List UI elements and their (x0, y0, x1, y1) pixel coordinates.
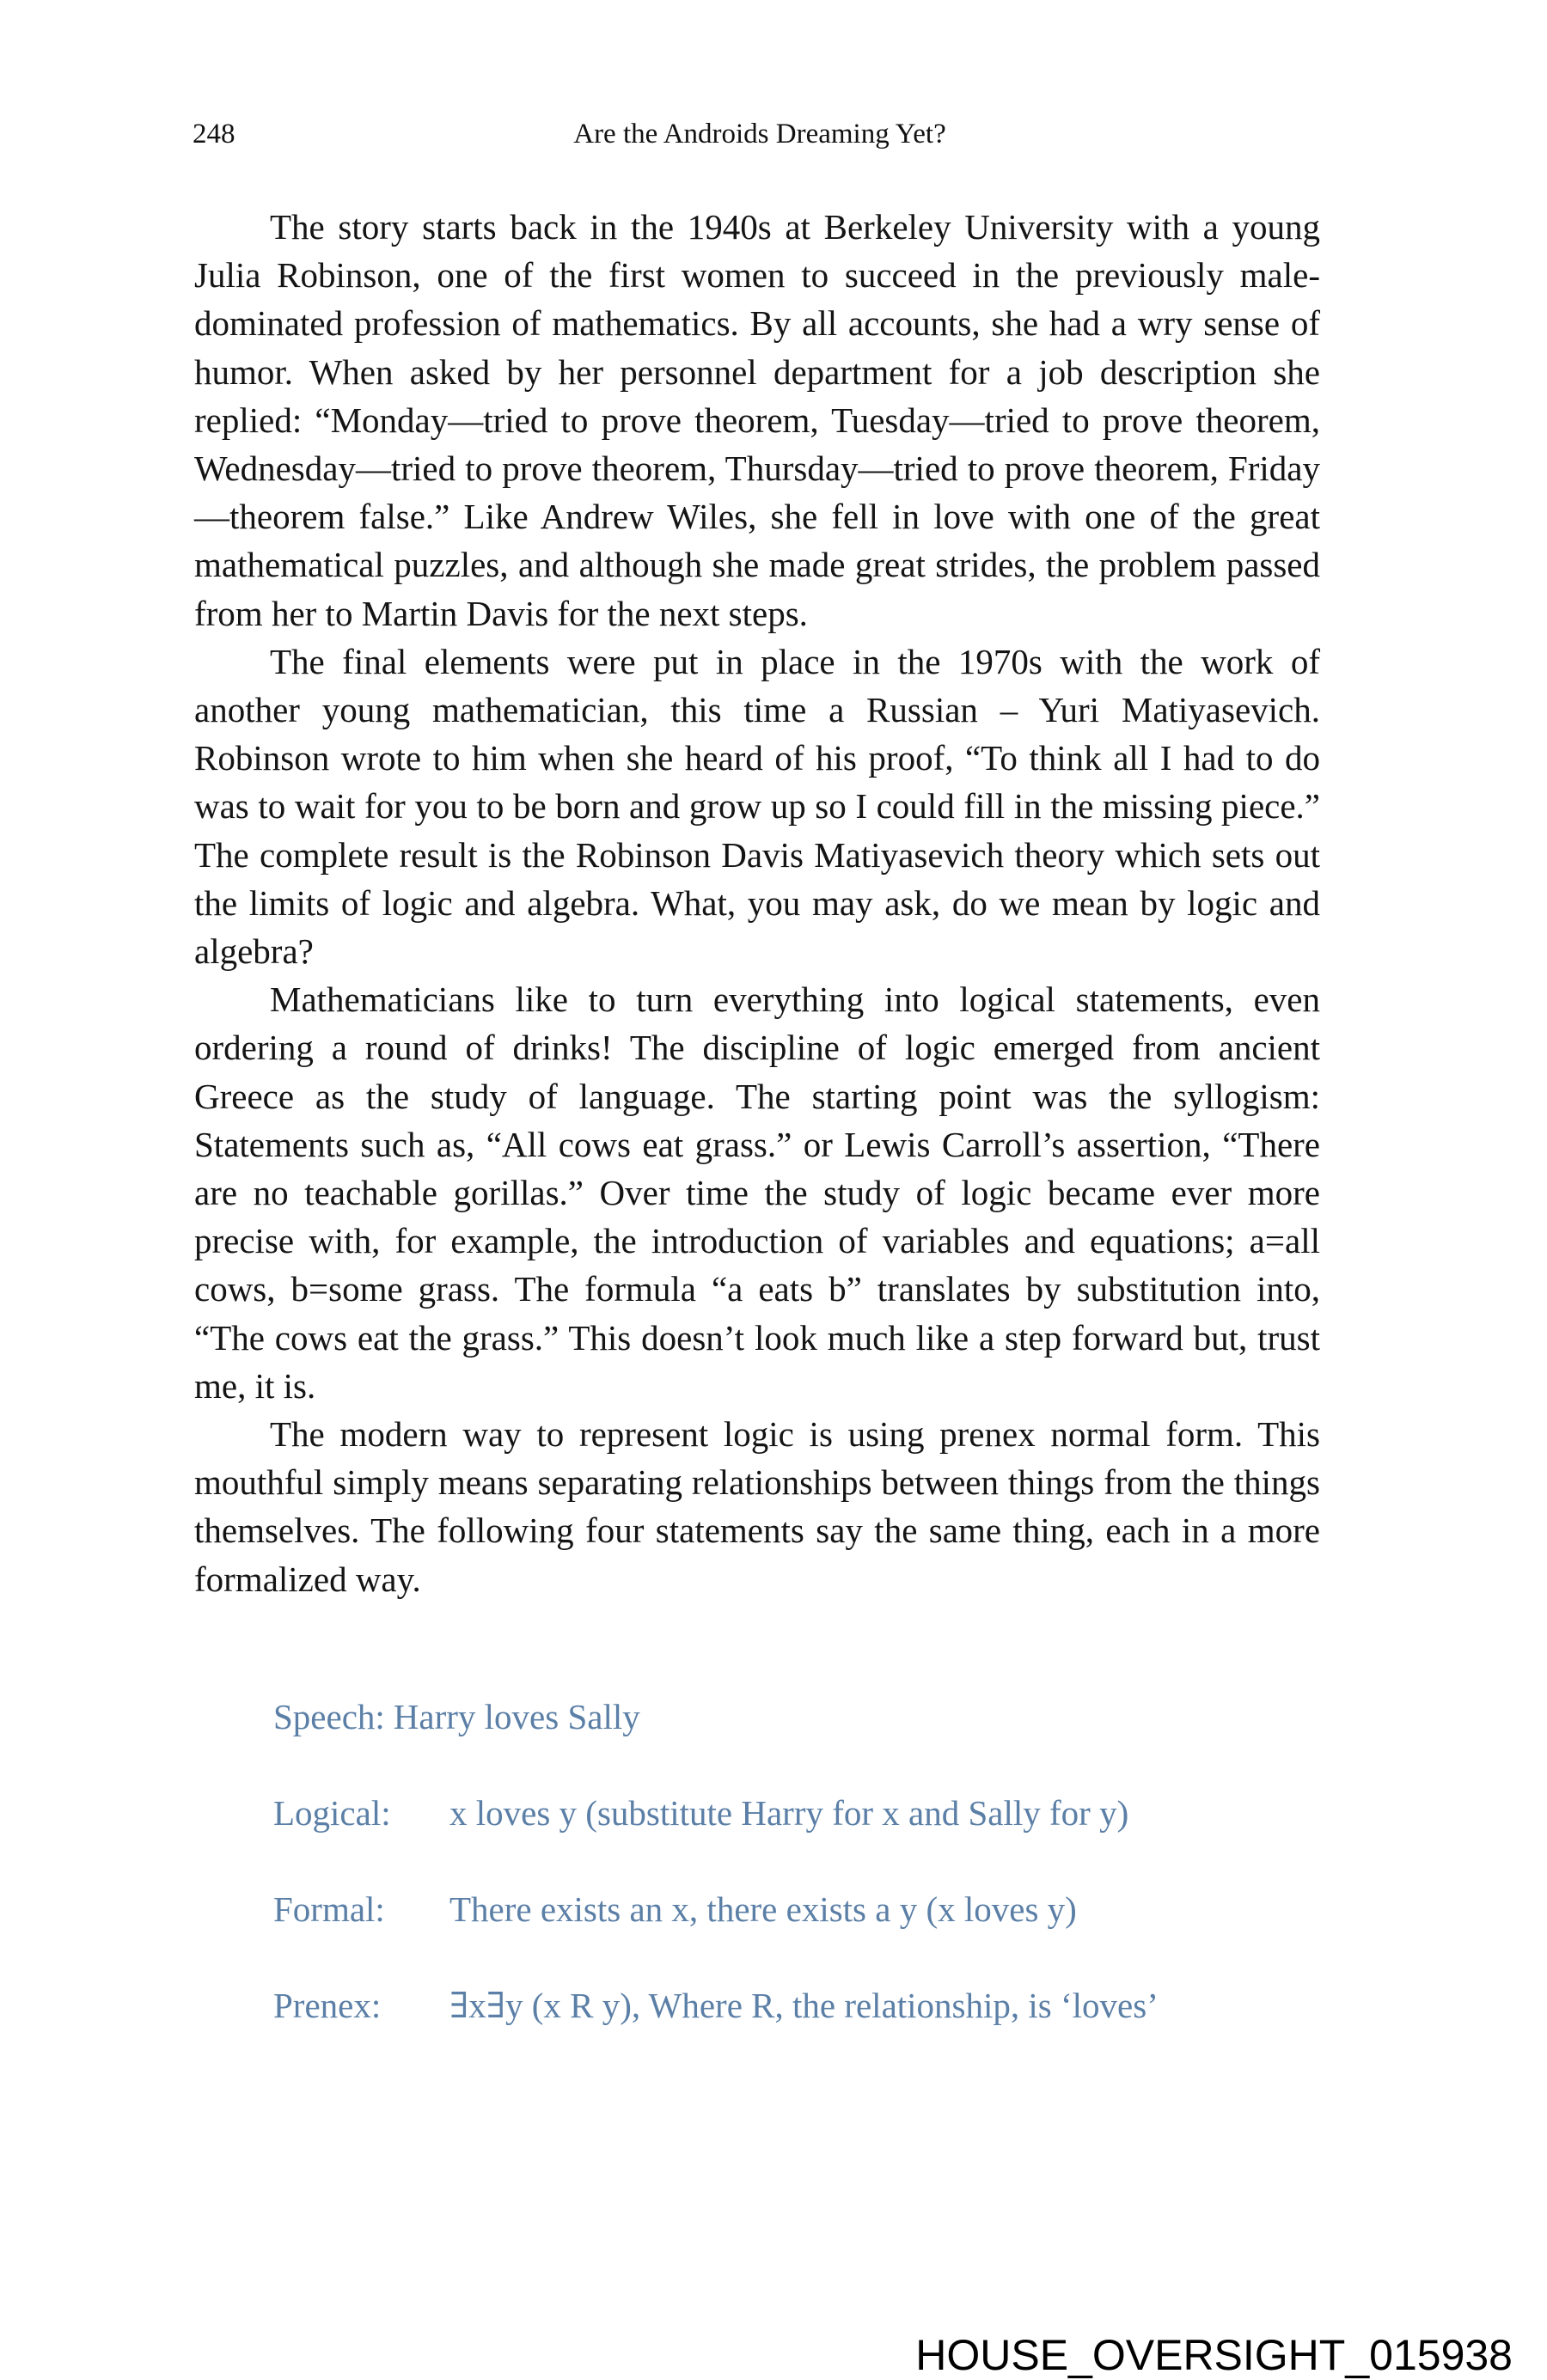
statement-label: Prenex: (273, 1986, 382, 2025)
paragraph: Mathematicians like to turn everything into logical statements, even ordering a round of drinks! The discipline of logic emerged from ancient Greece as the study of language. The starting point was the syllogism: Statements such as, “All cows eat grass.” or Lewis Carroll’s assertion, “There are no teachable gorillas.” Over time the study of logic became ever more precise with, for example, the introduction of variables and equations; a=all cows, b=some grass. The formula “a eats b” translates by substitution into, “The cows eat the grass.” This doesn’t look much like a step forward but, trust me, it is. (194, 979, 1320, 1406)
statement-logical (273, 1792, 1129, 1834)
page-number: 248 (193, 119, 235, 150)
statement-value: x loves y (substitute Harry for x and Sally for y) (449, 1793, 1129, 1833)
statement-value: ∃x∃y (x R y), Where R, the relationship, is ‘loves’ (449, 1986, 1159, 2025)
running-head (193, 119, 1327, 162)
paragraph: The story starts back in the 1940s at Berkeley University with a young Julia Robinson, one of the first women to succeed in the previously male-dominated profession of mathematics. By all accounts, she had a wry sense of humor. When asked by her personnel department for a job description she replied: “Monday—tried to prove theorem, Tuesday—tried to prove theorem, Wednesday—tried to prove theorem, Thursday—tried to prove theorem, Friday—theorem false.” Like Andrew Wiles, she fell in love with one of the great mathematical puzzles, and although she made great strides, the problem passed from her to Martin Davis for the next steps. (194, 207, 1320, 633)
statement-label: Logical: (273, 1793, 391, 1833)
statement-speech (273, 1696, 640, 1737)
paragraph: The modern way to represent logic is using prenex normal form. This mouthful simply means separating relationships between things from the things themselves. The following four statements say the same thing, each in a more formalized way. (194, 1414, 1320, 1599)
bates-number: HOUSE_OVERSIGHT_015938 (915, 2331, 1513, 2379)
statement-formal (273, 1889, 1077, 1930)
statement-value: There exists an x, there exists a y (x loves y) (449, 1889, 1077, 1929)
statement-prenex (273, 1985, 1159, 2026)
book-title: Are the Androids Dreaming Yet? (573, 119, 946, 150)
statement-label: Speech: (273, 1697, 385, 1736)
statement-label: Formal: (273, 1889, 385, 1929)
statement-value: Harry loves Sally (393, 1697, 640, 1736)
paragraph: The final elements were put in place in the 1970s with the work of another young mathematician, this time a Russian – Yuri Matiyasevich. Robinson wrote to him when she heard of his proof, “To think all I had to do was to wait for you to be born and grow up so I could fill in the missing piece.” The complete result is the Robinson Davis Matiyasevich theory which sets out the limits of logic and algebra. What, you may ask, do we mean by logic and algebra? (194, 641, 1320, 972)
body-text (194, 203, 1320, 1603)
